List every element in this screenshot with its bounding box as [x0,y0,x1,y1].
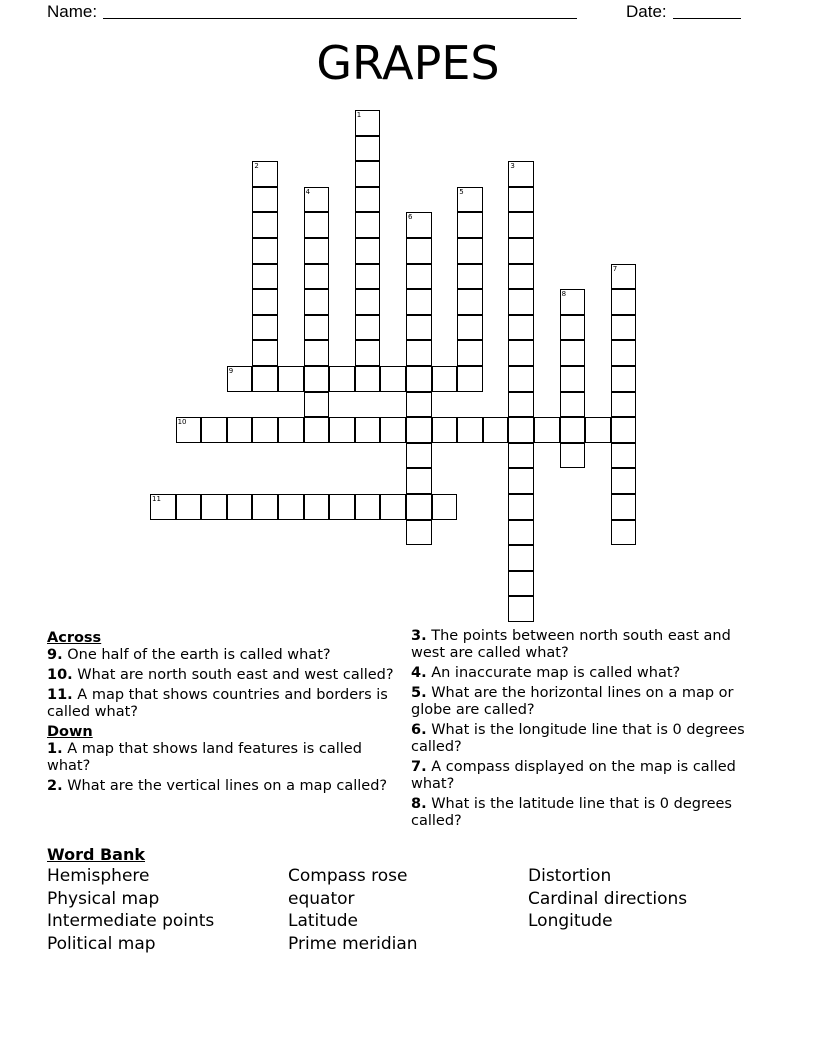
date-label: Date: [626,2,667,21]
word-bank [47,845,768,955]
crossword-cell[interactable] [278,366,304,392]
section-heading-down: Down [47,724,93,740]
crossword-cell[interactable] [304,238,330,264]
word-bank-item: Latitude [288,911,358,931]
crossword-cell[interactable] [304,315,330,341]
crossword-cell[interactable] [252,315,278,341]
word-bank-item: Distortion [528,866,612,886]
crossword-cell[interactable] [457,187,483,213]
crossword-cell[interactable] [457,417,483,443]
crossword-cell[interactable] [483,417,509,443]
word-bank-item: Physical map [47,888,160,909]
crossword-cell[interactable] [329,494,355,520]
word-bank-item: Prime meridian [288,933,418,954]
crossword-cell[interactable] [508,443,534,469]
cell-number: 3 [510,162,515,171]
crossword-cell[interactable] [508,212,534,238]
crossword-cell[interactable] [176,417,202,443]
crossword-cell[interactable] [355,161,381,187]
crossword-cell[interactable] [150,494,176,520]
crossword-cell[interactable] [611,340,637,366]
clue-text: What are the horizontal lines on a map or globe are called? [411,685,734,718]
cell-number: 10 [177,418,187,427]
cell-number: 1 [356,111,362,119]
crossword-cell[interactable] [355,366,381,392]
crossword-cell[interactable] [611,520,637,546]
crossword-cell[interactable] [406,340,432,366]
crossword-cell[interactable] [508,392,534,418]
word-bank-list [47,865,768,955]
crossword-cell[interactable] [508,315,534,341]
crossword-cell[interactable] [406,264,432,290]
cell-number: 8 [561,290,567,299]
crossword-cell[interactable] [508,571,534,597]
crossword-cell[interactable] [611,468,637,494]
crossword-cell[interactable] [355,340,381,366]
clue-text: A map that shows land features is called what? [47,741,362,774]
crossword-cell[interactable] [611,494,637,520]
clue-number: 7. [411,759,427,775]
crossword-cell[interactable] [355,187,381,213]
crossword-cell[interactable] [406,366,432,392]
crossword-cell[interactable] [508,596,534,622]
crossword-cell[interactable] [508,520,534,546]
clue-number: 6. [411,722,427,738]
crossword-cell[interactable] [304,494,330,520]
crossword-cell[interactable] [355,238,381,264]
crossword-cell[interactable] [406,289,432,315]
crossword-cell[interactable] [380,494,406,520]
date-line[interactable] [673,2,741,19]
cell-number: 6 [408,213,413,222]
word-bank-item: Longitude [528,911,613,931]
crossword-cell[interactable] [252,340,278,366]
cell-number: 7 [612,264,618,273]
crossword-cell[interactable] [508,545,534,571]
clue-text: The points between north south east and west are called what? [411,628,731,661]
name-label: Name: [47,2,98,21]
crossword-cell[interactable] [611,392,637,418]
crossword-cell[interactable] [227,494,253,520]
cell-number: 5 [459,187,464,196]
crossword-cell[interactable] [508,468,534,494]
crossword-cell[interactable] [406,212,432,238]
crossword-cell[interactable] [508,161,534,187]
cell-number: 9 [228,367,234,375]
crossword-cell[interactable] [304,340,330,366]
word-bank-item: Hemisphere [47,866,150,886]
name-field[interactable] [47,2,577,22]
clue [411,628,761,662]
crossword-cell[interactable] [611,417,637,443]
crossword-cell[interactable] [380,417,406,443]
crossword-cell[interactable] [227,417,253,443]
crossword-cell[interactable] [252,264,278,290]
crossword-cell[interactable] [457,289,483,315]
crossword-cell[interactable] [329,417,355,443]
crossword-cell[interactable] [304,212,330,238]
crossword-cell[interactable] [611,315,637,341]
crossword-cell[interactable] [176,494,202,520]
crossword-cell[interactable] [304,366,330,392]
clue [411,685,761,719]
crossword-cell[interactable] [508,238,534,264]
crossword-cell[interactable] [304,264,330,290]
clue-text: One half of the earth is called what? [62,647,331,663]
clues-right-column [411,628,761,833]
clue-number: 3. [411,628,427,644]
clue-text: A map that shows countries and borders is called what? [47,687,388,720]
crossword-cell[interactable] [227,366,253,392]
clue-text: A compass displayed on the map is called what? [411,759,736,792]
crossword-cell[interactable] [355,417,381,443]
clue-number: 11. [47,687,73,703]
crossword-cell[interactable] [560,443,586,469]
crossword-cell[interactable] [406,417,432,443]
word-bank-title: Word Bank [47,845,146,864]
crossword-cell[interactable] [560,392,586,418]
clue-text: What are the vertical lines on a map called? [62,778,388,794]
crossword-cell[interactable] [560,366,586,392]
crossword-cell[interactable] [355,136,381,162]
crossword-cell[interactable] [406,468,432,494]
crossword-cell[interactable] [355,212,381,238]
crossword-cell[interactable] [355,264,381,290]
crossword-cell[interactable] [252,366,278,392]
crossword-cell[interactable] [355,494,381,520]
crossword-cell[interactable] [432,417,458,443]
crossword-cell[interactable] [611,264,637,290]
clue-text: An inaccurate map is called what? [426,665,681,681]
clues-left-column [47,628,397,798]
date-field[interactable] [626,2,741,22]
crossword-cell[interactable] [457,340,483,366]
clue-text: What is the longitude line that is 0 degrees called? [411,722,745,755]
crossword-cell[interactable] [585,417,611,443]
clue-number: 8. [411,796,427,812]
crossword-cell[interactable] [252,212,278,238]
crossword-cell[interactable] [560,315,586,341]
crossword-cell[interactable] [304,187,330,213]
crossword-cell[interactable] [329,366,355,392]
crossword-cell[interactable] [252,289,278,315]
crossword-cell[interactable] [432,494,458,520]
crossword-cell[interactable] [611,443,637,469]
crossword-cell[interactable] [508,340,534,366]
crossword-cell[interactable] [406,392,432,418]
crossword-cell[interactable] [252,161,278,187]
crossword-cell[interactable] [611,289,637,315]
clue [411,665,761,682]
crossword-cell[interactable] [380,366,406,392]
clue-number: 9. [47,647,63,663]
crossword-cell[interactable] [508,289,534,315]
section-heading-across: Across [47,630,102,646]
clue [47,741,397,775]
clue [411,759,761,793]
crossword-cell[interactable] [304,392,330,418]
crossword-cell[interactable] [252,417,278,443]
crossword-cell[interactable] [252,238,278,264]
clue-text: What are north south east and west called? [72,667,394,683]
crossword-cell[interactable] [278,417,304,443]
crossword-cell[interactable] [457,315,483,341]
crossword-cell[interactable] [201,494,227,520]
word-bank-item: Compass rose [288,866,408,886]
clue-number: 5. [411,685,427,701]
crossword-cell[interactable] [508,494,534,520]
crossword-cell[interactable] [432,366,458,392]
crossword-cell[interactable] [457,212,483,238]
clue [47,667,397,684]
word-bank-item: Cardinal directions [528,888,688,909]
crossword-cell[interactable] [355,289,381,315]
clue-text: What is the latitude line that is 0 degrees called? [411,796,732,829]
word-bank-item: Intermediate points [47,911,215,931]
clue [47,687,397,721]
crossword-cell[interactable] [560,289,586,315]
crossword-cell[interactable] [252,494,278,520]
crossword-cell[interactable] [406,238,432,264]
crossword-cell[interactable] [406,520,432,546]
clue-number: 2. [47,778,63,794]
clue [47,647,397,664]
crossword-cell[interactable] [252,187,278,213]
crossword-cell[interactable] [457,264,483,290]
crossword-cell[interactable] [611,366,637,392]
crossword-cell[interactable] [508,417,534,443]
crossword-cell[interactable] [201,417,227,443]
cell-number: 11 [152,495,161,503]
crossword-cell[interactable] [560,417,586,443]
crossword-cell[interactable] [534,417,560,443]
page-title: GRAPES [316,36,500,90]
clue [411,796,761,830]
crossword-cell[interactable] [278,494,304,520]
crossword-cell[interactable] [457,238,483,264]
crossword-cell[interactable] [355,110,381,136]
clue [47,778,397,795]
clue-number: 10. [47,667,73,683]
crossword-cell[interactable] [508,187,534,213]
crossword-cell[interactable] [304,289,330,315]
cell-number: 2 [254,162,259,171]
clue-number: 1. [47,741,63,757]
name-line[interactable] [103,2,577,19]
cell-number: 4 [305,187,311,196]
crossword-cell[interactable] [406,443,432,469]
crossword-cell[interactable] [406,494,432,520]
word-bank-item: equator [288,888,355,909]
crossword-cell[interactable] [508,264,534,290]
crossword-cell[interactable] [304,417,330,443]
crossword-cell[interactable] [508,366,534,392]
clue [411,722,761,756]
word-bank-item: Political map [47,933,156,954]
clue-number: 4. [411,665,427,681]
crossword-cell[interactable] [457,366,483,392]
crossword-cell[interactable] [355,315,381,341]
crossword-cell[interactable] [406,315,432,341]
crossword-cell[interactable] [560,340,586,366]
